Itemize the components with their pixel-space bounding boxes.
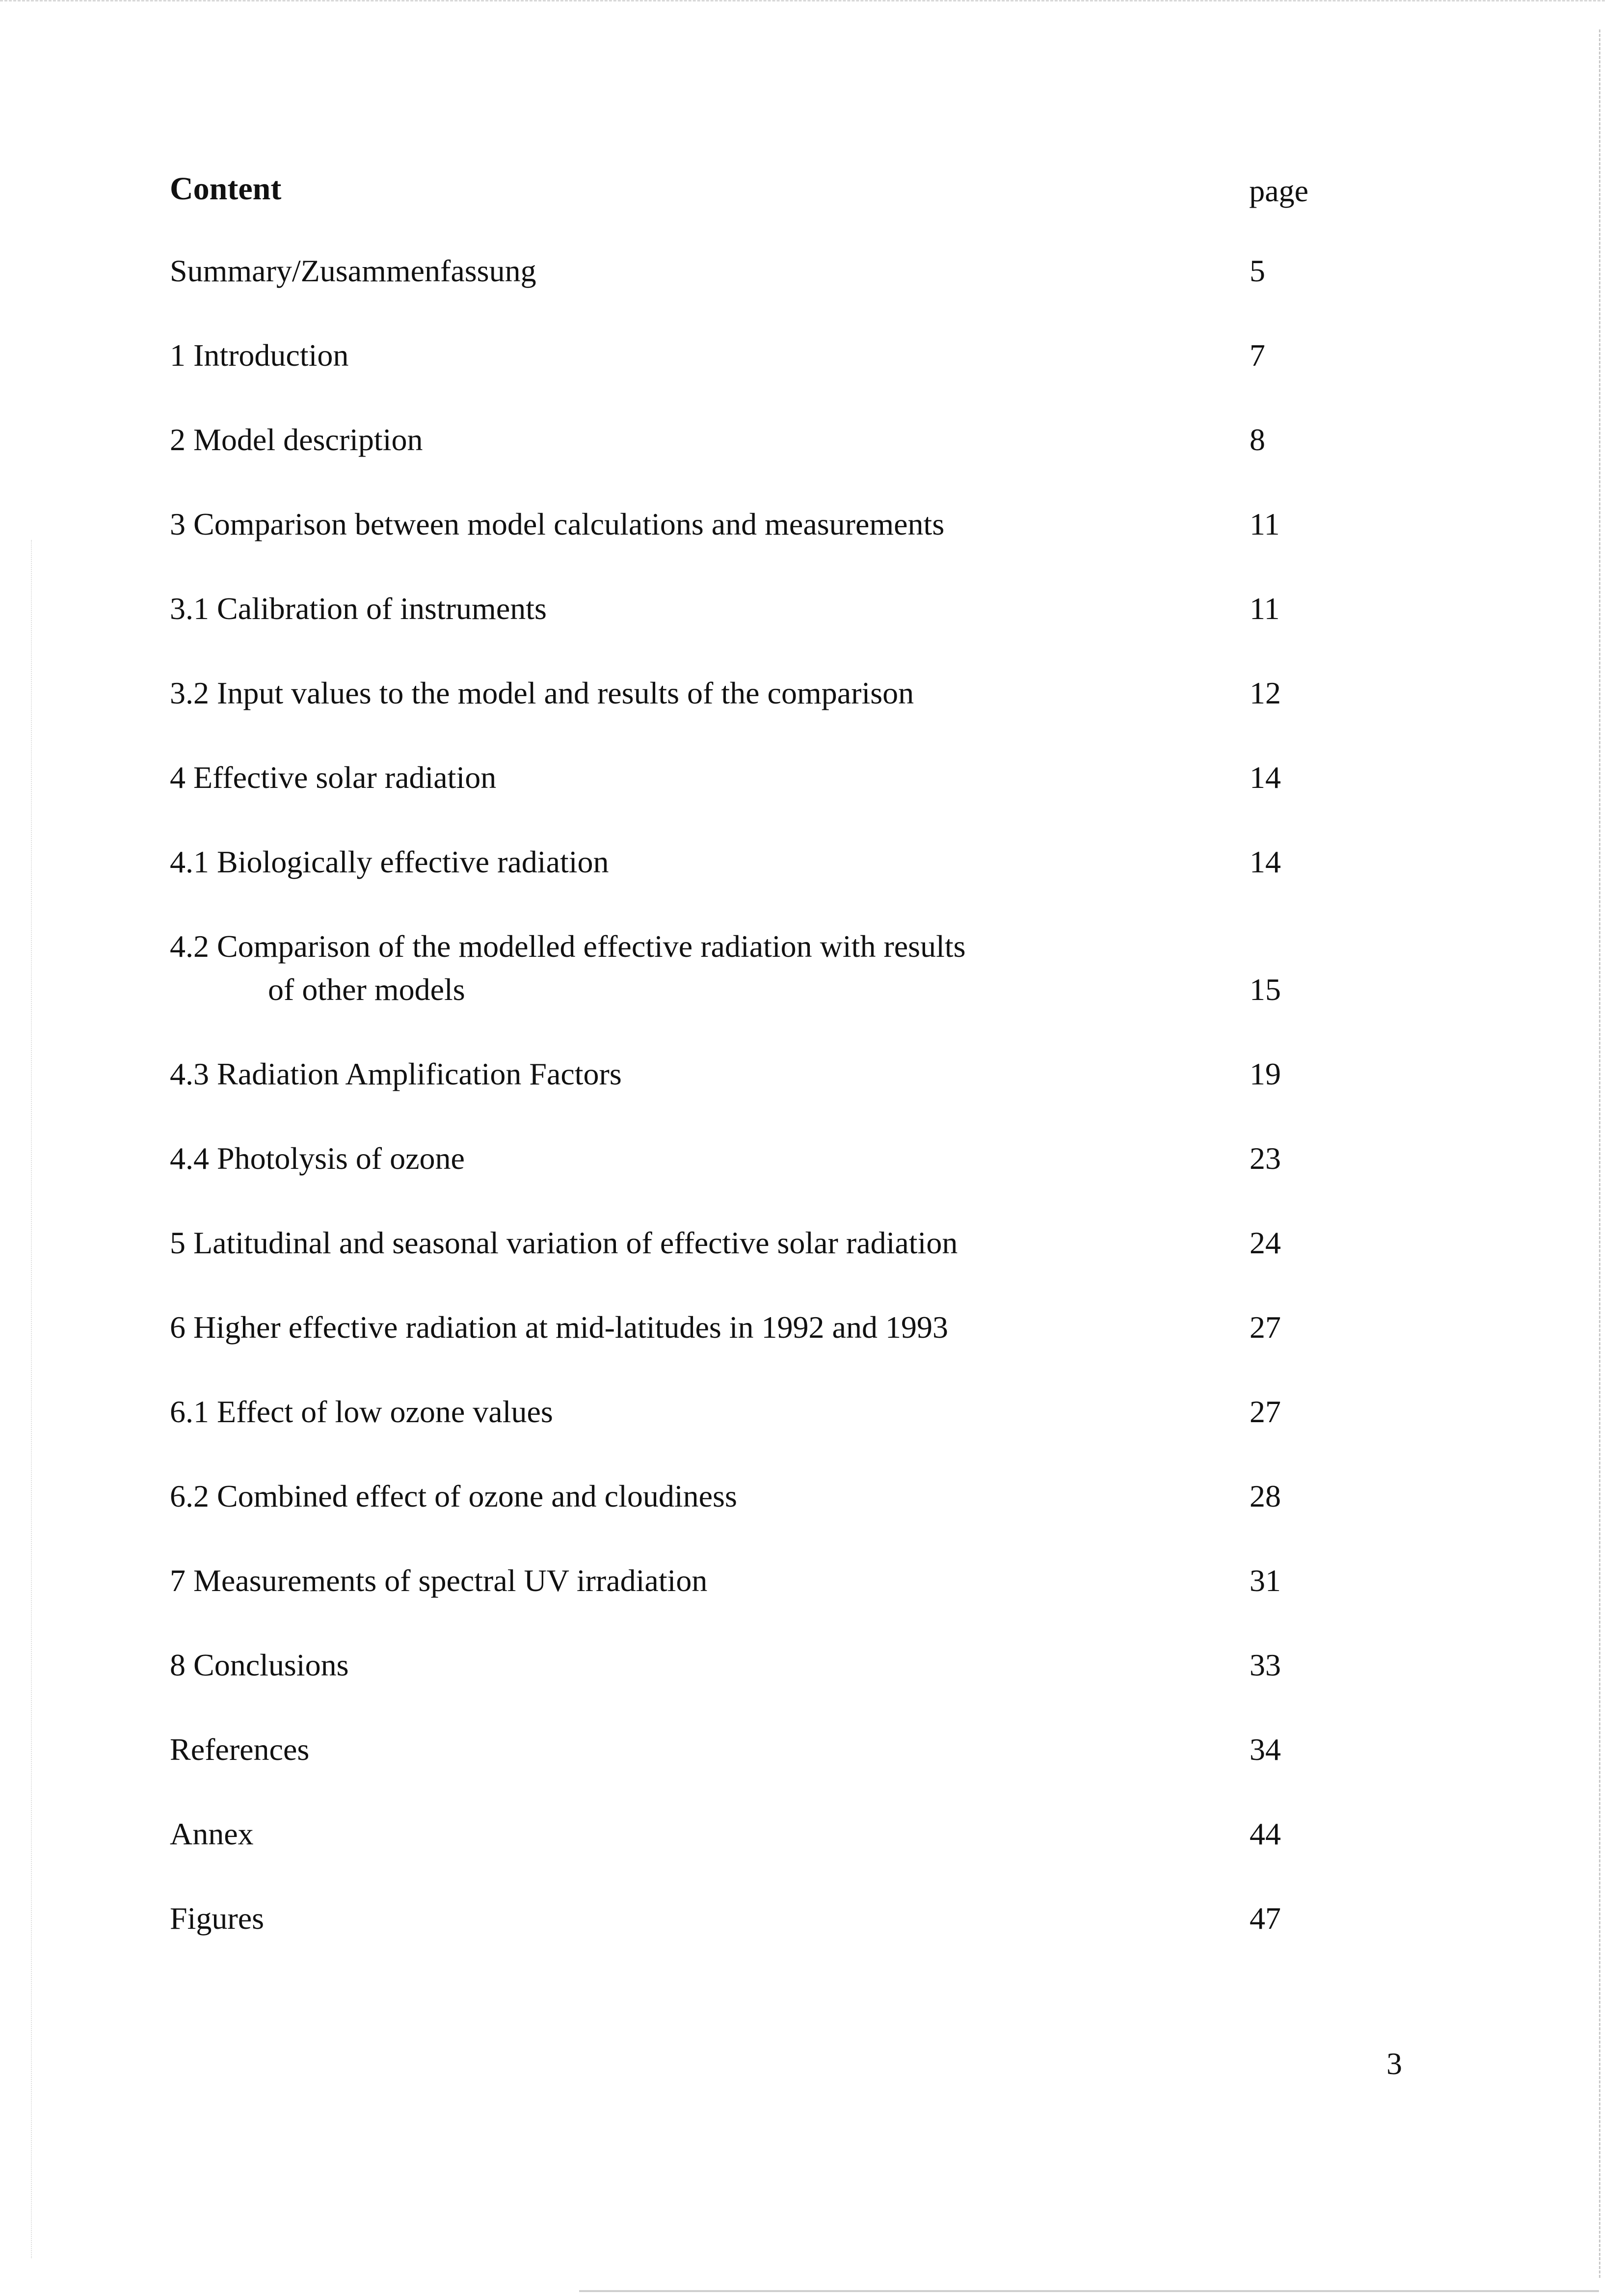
toc-entry-label — [170, 925, 1191, 1011]
toc-entry-label: 3.1 Calibration of instruments — [170, 591, 547, 626]
toc-entry-label-line2: of other models — [268, 972, 465, 1007]
scan-edge-right — [1599, 29, 1600, 2278]
toc-entry-label: 6.1 Effect of low ozone values — [170, 1394, 553, 1429]
toc-entry-page: 28 — [1250, 1479, 1281, 1513]
toc-entry-label-line1: 4.2 Comparison of the modelled effective radiation with results — [170, 929, 966, 964]
toc-entry-label: 4.4 Photolysis of ozone — [170, 1141, 465, 1176]
toc-entry-page: 7 — [1250, 338, 1265, 373]
scan-edge-top — [0, 0, 1605, 4]
toc-entry-page: 19 — [1250, 1056, 1281, 1091]
toc-entry-label: Figures — [170, 1901, 264, 1936]
toc-entry-page: 8 — [1250, 422, 1265, 457]
toc-entry — [170, 1053, 1308, 1137]
toc-entry-label: 7 Measurements of spectral UV irradiation — [170, 1563, 708, 1598]
toc-entry-page: 23 — [1250, 1141, 1281, 1176]
toc-entry-page: 47 — [1250, 1901, 1281, 1936]
toc-entry — [170, 672, 1308, 756]
toc-entry — [170, 1390, 1308, 1475]
toc-header — [170, 167, 1308, 211]
toc-entry — [170, 249, 1308, 334]
toc-entry-page: 12 — [1250, 675, 1281, 710]
toc-entry — [170, 1812, 1308, 1897]
toc-entry — [170, 1221, 1308, 1306]
toc-entry-label: 6 Higher effective radiation at mid-latitudes in 1992 and 1993 — [170, 1310, 948, 1345]
toc-entry-label: 1 Introduction — [170, 338, 349, 373]
toc-entry-label: 4.1 Biologically effective radiation — [170, 844, 609, 879]
toc-entry-label: 5 Latitudinal and seasonal variation of effective solar radiation — [170, 1225, 958, 1260]
toc-entry-label: 4 Effective solar radiation — [170, 760, 497, 795]
toc-entry-page: 27 — [1250, 1394, 1281, 1429]
toc-entry-label: 3 Comparison between model calculations and measurements — [170, 507, 945, 541]
toc-entry — [170, 418, 1308, 503]
toc-entry-label: 6.2 Combined effect of ozone and cloudiness — [170, 1479, 737, 1513]
toc-entry-label: References — [170, 1732, 310, 1767]
toc-entry — [170, 587, 1308, 672]
toc-entry-page: 11 — [1250, 507, 1280, 541]
toc-entry-label: Annex — [170, 1816, 254, 1851]
toc-entry — [170, 334, 1308, 418]
toc-entry-label: Summary/Zusammenfassung — [170, 253, 536, 288]
scan-edge-left — [31, 540, 32, 2258]
toc-entry — [170, 1475, 1308, 1559]
toc-entry-label: 4.3 Radiation Amplification Factors — [170, 1056, 622, 1091]
toc-entry — [170, 756, 1308, 840]
table-of-contents — [170, 249, 1308, 1981]
toc-entry — [170, 1559, 1308, 1644]
toc-page-column-label: page — [1249, 173, 1308, 208]
toc-entry-label: 2 Model description — [170, 422, 423, 457]
scan-edge-bottom — [579, 2290, 1599, 2292]
toc-entry-label: 8 Conclusions — [170, 1648, 349, 1682]
toc-entry — [170, 840, 1308, 925]
toc-entry-page: 44 — [1250, 1816, 1281, 1851]
toc-entry-page: 5 — [1250, 253, 1265, 288]
toc-entry — [170, 1137, 1308, 1221]
toc-entry-label: 3.2 Input values to the model and results of the comparison — [170, 675, 914, 710]
toc-entry-page: 33 — [1250, 1648, 1281, 1682]
toc-entry — [170, 1728, 1308, 1812]
toc-entry-page: 24 — [1250, 1225, 1281, 1260]
toc-entry — [170, 1644, 1308, 1728]
toc-entry-page: 14 — [1250, 760, 1281, 795]
toc-entry-page: 14 — [1250, 844, 1281, 879]
toc-entry-page: 34 — [1250, 1732, 1281, 1767]
page-number: 3 — [1386, 2046, 1402, 2081]
toc-title: Content — [170, 171, 282, 207]
toc-entry — [170, 503, 1308, 587]
toc-entry-page: 11 — [1250, 591, 1280, 626]
toc-entry — [170, 1306, 1308, 1390]
toc-entry — [170, 1897, 1308, 1981]
toc-entry-page: 27 — [1250, 1310, 1281, 1345]
toc-entry — [170, 925, 1308, 1053]
toc-entry-page: 31 — [1250, 1563, 1281, 1598]
toc-entry-page: 15 — [1250, 972, 1281, 1007]
